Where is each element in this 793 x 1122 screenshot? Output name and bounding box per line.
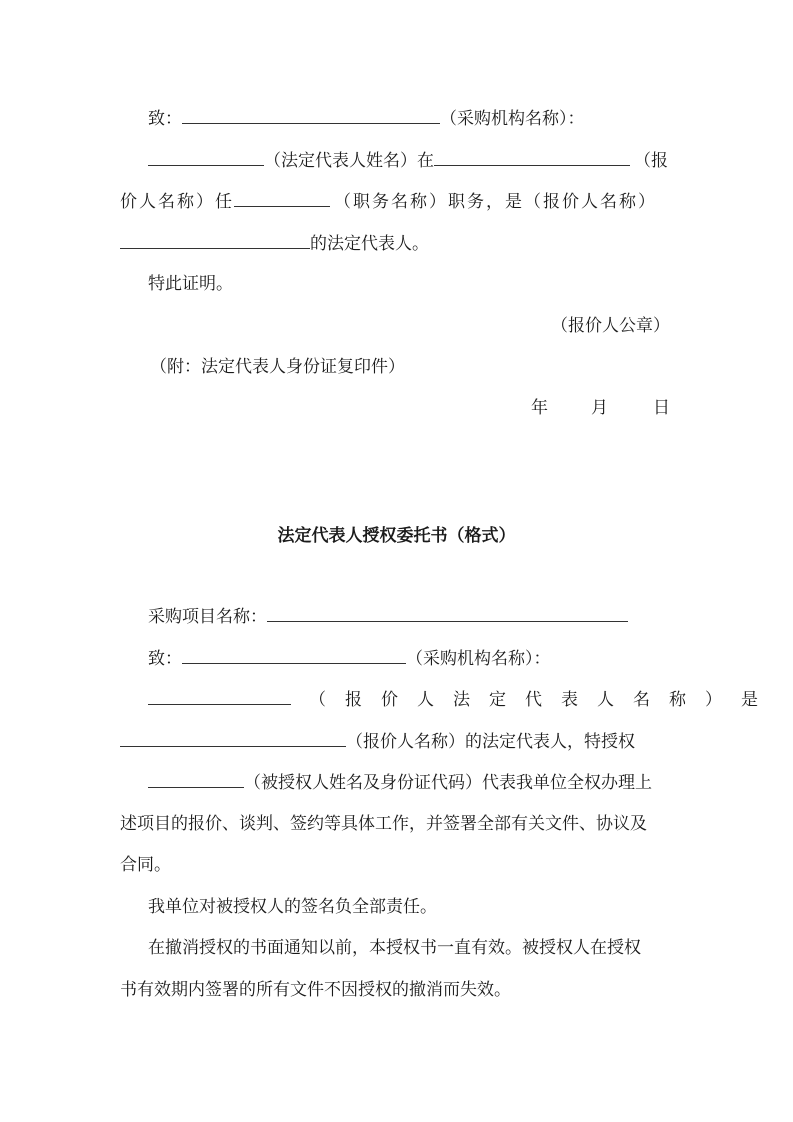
date-line [531, 396, 670, 420]
auth-paragraph-line-2 [120, 729, 635, 754]
attachment-note: （附：法定代表人身份证复印件） [150, 357, 405, 377]
section-title: 法定代表人授权委托书（格式） [277, 526, 516, 546]
paragraph-text: 的法定代表人。 [310, 234, 429, 254]
authorized-person-blank [148, 770, 244, 788]
paragraph-text: （报价人法定代表人名称）是 [309, 690, 777, 710]
year-label: 年 [531, 398, 548, 418]
validity-paragraph-line-1: 在撤消授权的书面通知以前，本授权书一直有效。被授权人在授权 [148, 938, 641, 958]
auth-paragraph-line-5: 合同。 [120, 855, 171, 875]
paragraph-text: 价人名称）任 [120, 192, 234, 212]
bidder-name-blank [434, 148, 630, 166]
day-label: 日 [653, 398, 670, 418]
auth-paragraph-line-3 [148, 770, 652, 795]
bidder-name-blank [120, 729, 346, 747]
agency-name-blank [182, 106, 440, 124]
legal-rep-name-blank [148, 148, 264, 166]
bidder-name-blank [120, 231, 310, 249]
auth-paragraph-line-1 [148, 687, 777, 712]
to-prefix: 致： [148, 649, 182, 669]
paragraph-text: （法定代表人姓名）在 [264, 151, 434, 171]
agency-name-blank [182, 646, 406, 664]
certify-text: 特此证明。 [148, 274, 233, 294]
paragraph-text: （被授权人姓名及身份证代码）代表我单位全权办理上 [244, 773, 652, 793]
project-name-blank [267, 604, 628, 622]
seal-text: （报价人公章） [551, 316, 670, 336]
position-blank [234, 189, 330, 207]
paragraph-1-line-2 [120, 189, 657, 214]
auth-paragraph-line-4: 述项目的报价、谈判、签约等具体工作，并签署全部有关文件、协议及 [120, 814, 647, 834]
to-suffix: （采购机构名称）： [406, 649, 551, 669]
legal-rep-name-blank [148, 687, 291, 705]
to-line-2 [148, 646, 551, 671]
to-line-1 [148, 106, 585, 131]
paragraph-text: （职务名称）职务，是（报价人名称） [334, 192, 657, 212]
paragraph-text: （报价人名称）的法定代表人，特授权 [346, 732, 635, 752]
project-name-line [148, 604, 628, 629]
paragraph-1-line-3 [120, 231, 429, 256]
project-label: 采购项目名称： [148, 607, 267, 627]
responsibility-paragraph: 我单位对被授权人的签名负全部责任。 [148, 897, 437, 917]
paragraph-1-line-1 [148, 148, 668, 173]
to-prefix: 致： [148, 109, 182, 129]
paragraph-text: （报 [634, 151, 668, 171]
validity-paragraph-line-2: 书有效期内签署的所有文件不因授权的撤消而失效。 [120, 980, 511, 1000]
month-label: 月 [591, 398, 608, 418]
to-suffix: （采购机构名称）： [440, 109, 585, 129]
